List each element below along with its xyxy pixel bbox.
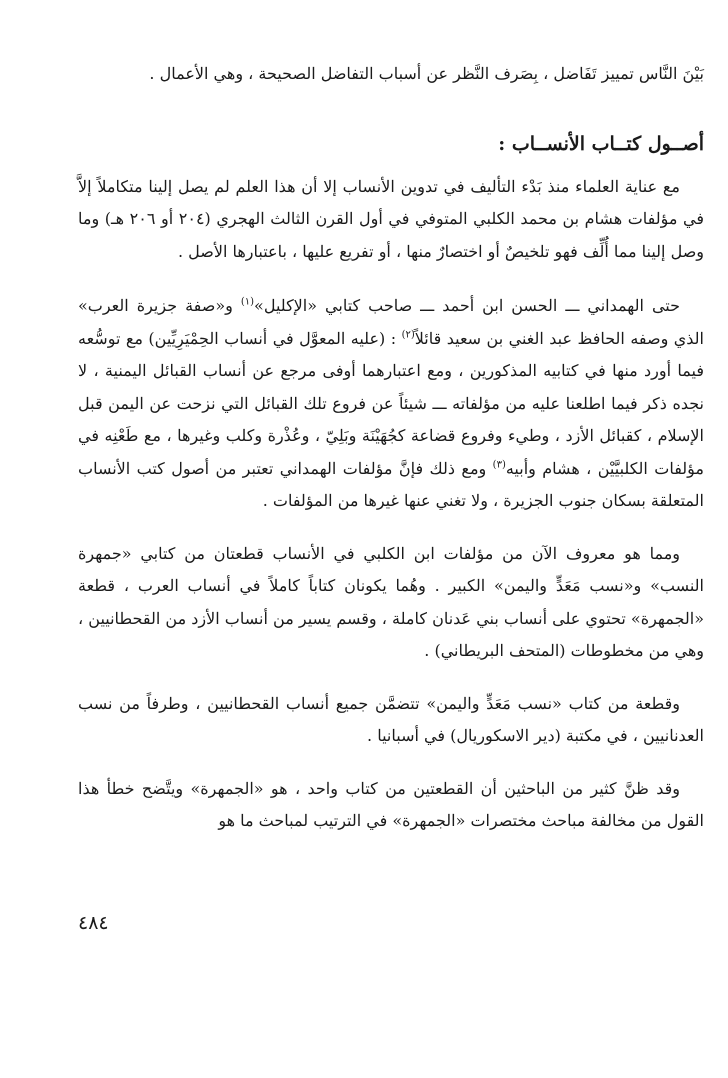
page-number: ٤٨٤ [78, 912, 109, 934]
paragraph-origins: مع عناية العلماء منذ بَدْء التأليف في تدوين الأنساب إلا أن هذا العلم لم يصل إلينا متكاملاً إلاَّ في مؤلفات هشام بن محمد الكلبي المتوفي في أول القرن الثالث الهجري (٢٠٤ أو ٢٠٦ هـ) وما وصل إلينا مما أُلِّف فهو تلخيصٌ أو اختصارٌ منها ، أو تفريع عليها ، باعتبارها الأصل . [78, 176, 704, 261]
text-span: حتى الهمداني ـــ الحسن ابن أحمد ـــ صاحب كتابي «الإكليل» [254, 296, 681, 315]
text-span: : (عليه المعوَّل في أنساب الحِمْيَرِيِّين) مع توسُّعه فيما أورد منها في كتابيه المذكورين ، ومع اعتبارهما أوفى مرجع عن أنساب القبائل اليمنية ، لا نجده ذكر فيما اطلعنا عليه من مؤلفاته ـــ شيئاً عن فروع تلك القبائل التي نزحت عن اليمن قبل الإسلام ، كقبائل الأزد ، وطيء وفروع قضاعة كجُهَيْنَة وبَلِيّ ، وعُذْرة وكلب وغيرها ، مع طَعْنِه في مؤلفات الكلبيَّيْن ، هشام وأبيه [78, 328, 705, 478]
footnote-ref-1: (١) [240, 296, 255, 308]
text-span: و«صفة جزيرة العرب» الذي وصفه الحافظ عبد الغني بن سعيد قائلاً [78, 296, 705, 348]
text-span: ومع ذلك فإنَّ مؤلفات الهمداني تعتبر من أصول كتب الأنساب المتعلقة بسكان جنوب الجزيرة ، ولا تغني عنها غيرها من المؤلفات . [78, 458, 704, 510]
paragraph-jamhara: وقد ظنَّ كثير من الباحثين أن القطعتين من كتاب واحد ، هو «الجمهرة» ويتَّضح خطأ هذا القول من مخالفة مباحث مختصرات «الجمهرة» في الترتيب لمباحث ما هو [78, 778, 704, 830]
section-heading: أصــول كتــاب الأنســاب : [498, 132, 704, 155]
footnote-ref-3: (٣) [492, 459, 506, 471]
paragraph-ibn-kalbi: ومما هو معروف الآن من مؤلفات ابن الكلبي في الأنساب قطعتان من كتابي «جمهرة النسب» و«نسب مَعَدٍّ واليمن» الكبير . وهُما يكونان كتاباً كاملاً في أنساب العرب ، قطعة «الجمهرة» تحتوي على أنساب بني عَدنان كاملة ، وقسم يسير من أنساب الأزد من القحطانيين ، وهي من مخطوطات (المتحف البريطاني) . [78, 543, 704, 660]
paragraph-hamdani [78, 290, 704, 518]
paragraph-manuscript: وقطعة من كتاب «نسب مَعَدٍّ واليمن» تتضمَّن جميع أنساب القحطانيين ، وطرفاً من نسب العدنانيين ، في مكتبة (دير الاسكوريال) في أسبانيا . [78, 693, 704, 745]
footnote-ref-2: (٢) [401, 329, 415, 341]
page-body [78, 58, 704, 838]
intro-paragraph: بَيْنَ النَّاس تمييز تَفَاضل ، بِصَرف النَّظر عن أسباب التفاضل الصحيحة ، وهي الأعمال . [149, 64, 704, 83]
